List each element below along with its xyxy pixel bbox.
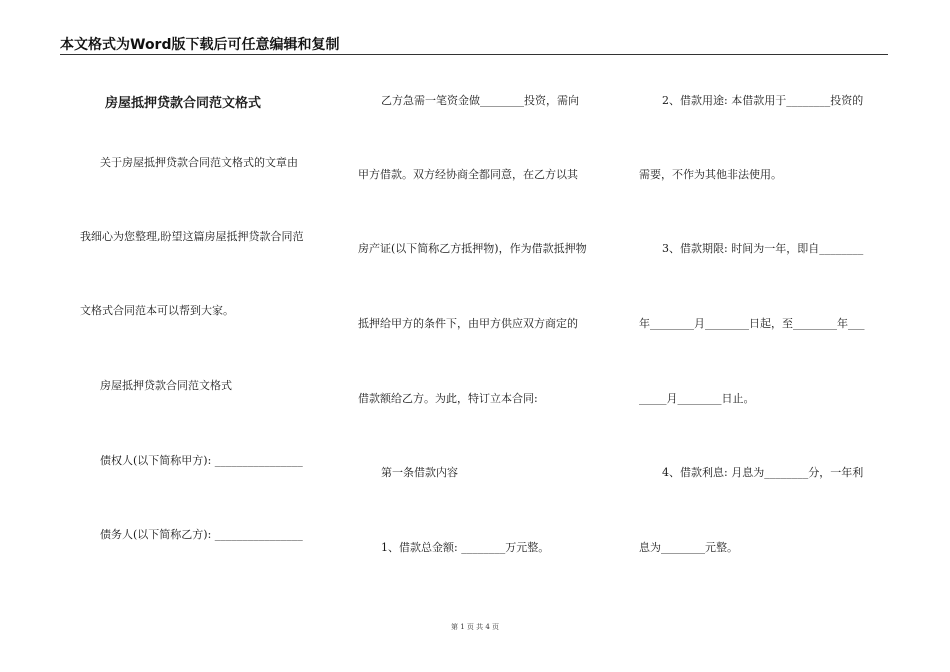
paragraph-line: 文格式合同范本可以帮到大家。 [80, 304, 234, 317]
loan-amount-line: 1、借款总金额: ________万元整。 [381, 541, 550, 554]
document-header: 本文格式为Word版下载后可任意编辑和复制 [60, 37, 340, 53]
header-rule [60, 54, 888, 55]
debtor-line: 债务人(以下简称乙方): ________________ [100, 528, 303, 541]
paragraph-line: 息为________元整。 [639, 541, 738, 554]
paragraph-line: _____月________日止。 [639, 392, 755, 405]
paragraph-line: 房产证(以下简称乙方抵押物)，作为借款抵押物 [358, 242, 587, 255]
paragraph-line: 我细心为您整理,盼望这篇房屋抵押贷款合同范 [80, 230, 304, 243]
paragraph-line: 3、借款期限: 时间为一年，即自________ [662, 242, 864, 255]
page-footer: 第 1 页 共 4 页 [450, 623, 500, 631]
paragraph-line: 关于房屋抵押贷款合同范文格式的文章由 [100, 156, 298, 169]
paragraph-line: 房屋抵押贷款合同范文格式 [100, 379, 232, 392]
paragraph-line: 借款额给乙方。为此，特订立本合同: [358, 392, 538, 405]
paragraph-line: 乙方急需一笔资金做________投资，需向 [381, 94, 579, 107]
paragraph-line: 2、借款用途: 本借款用于________投资的 [662, 94, 864, 107]
creditor-line: 债权人(以下简称甲方): ________________ [100, 454, 303, 467]
paragraph-line: 甲方借款。双方经协商全都同意，在乙方以其 [358, 168, 578, 181]
paragraph-line: 4、借款利息: 月息为________分，一年利 [662, 466, 864, 479]
paragraph-line: 抵押给甲方的条件下，由甲方供应双方商定的 [358, 317, 578, 330]
document-title: 房屋抵押贷款合同范文格式 [105, 96, 262, 111]
paragraph-line: 需要，不作为其他非法使用。 [639, 168, 782, 181]
section-heading: 第一条借款内容 [381, 466, 458, 479]
paragraph-line: 年________月________日起，至________年___ [639, 317, 865, 330]
